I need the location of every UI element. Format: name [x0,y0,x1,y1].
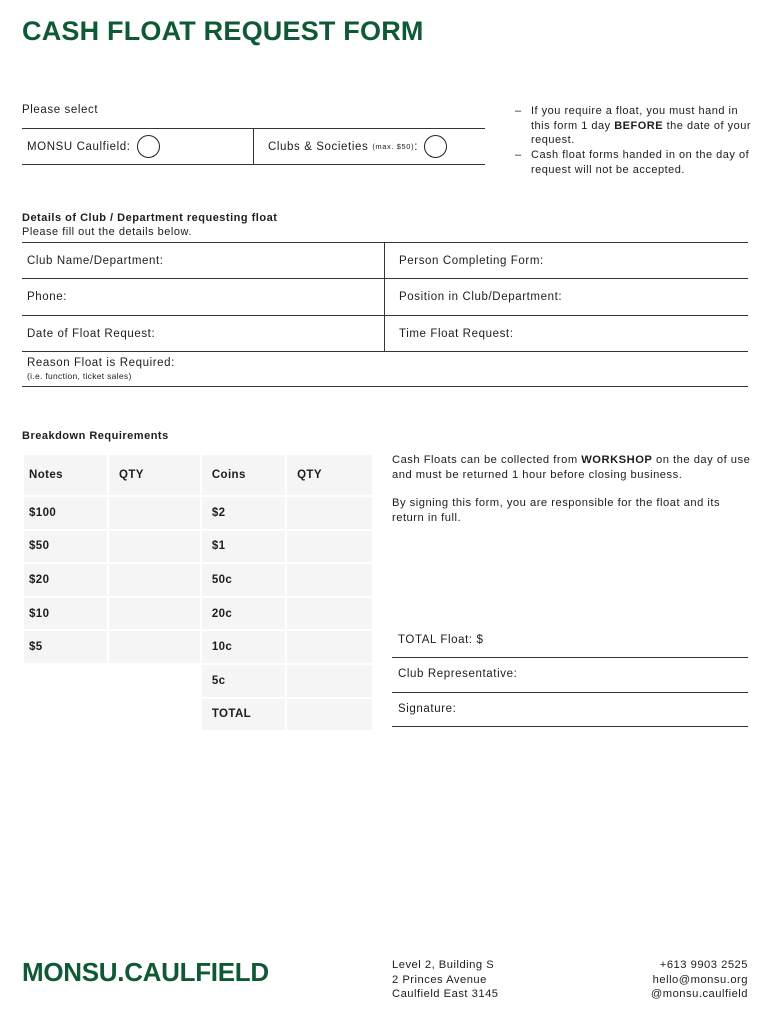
coins-header: Coins [202,455,285,495]
note-label: $10 [24,598,107,630]
table-row [24,665,372,697]
select-label: Please select [22,104,99,116]
time-request-field[interactable]: Time Float Request: [399,327,514,340]
rules-list [515,104,755,178]
table-row [24,631,372,663]
collection-paragraph: Cash Floats can be collected from WORKSHOP on the day of use and must be returned 1 hour before closing business. [392,454,751,481]
club-representative-field[interactable]: Club Representative: [392,658,748,692]
breakdown-table [22,453,374,732]
notes-header: Notes [24,455,107,495]
note-label: $20 [24,564,107,596]
phone-number: +613 9903 2525 [659,959,748,971]
details-title: Details of Club / Department requesting float [22,212,278,224]
email-address: hello@monsu.org [652,973,748,986]
date-request-field[interactable]: Date of Float Request: [22,316,385,351]
address-line: 2 Princes Avenue [392,973,487,986]
coin-label: 50c [202,564,285,596]
position-field[interactable]: Position in Club/Department: [399,291,563,304]
reason-label: Reason Float is Required: [27,356,175,369]
table-row [24,598,372,630]
total-qty-cell[interactable] [287,699,372,731]
option-clubs-societies [254,129,485,164]
table-row [24,531,372,563]
option-monsu-label: MONSU Caulfield: [27,140,131,153]
note-qty-cell[interactable] [109,564,200,596]
reason-note: (i.e. function, ticket sales) [27,370,132,381]
address-line: Caulfield East 3145 [392,988,499,1001]
total-float-field[interactable]: TOTAL Float: $ [392,624,748,658]
note-label: $50 [24,531,107,563]
rule-item: – Cash float forms handed in on the day of request will not be accepted. [515,148,755,177]
empty-cell [24,699,107,731]
signature-field[interactable]: Signature: [392,693,748,727]
reason-field[interactable] [22,352,748,386]
form-title: CASH FLOAT REQUEST FORM [22,16,424,46]
details-row [22,352,748,387]
coin-label: $2 [202,497,285,529]
collection-info [392,453,752,525]
select-row [22,128,485,165]
coin-qty-cell[interactable] [287,531,372,563]
breakdown-header-row [24,455,372,495]
details-heading [22,211,277,239]
note-qty-cell[interactable] [109,531,200,563]
coin-qty-cell[interactable] [287,665,372,697]
footer-contact [651,958,748,1002]
footer-logo: MONSU.CAULFIELD [22,957,269,987]
club-name-field[interactable]: Club Name/Department: [22,243,385,278]
total-label: TOTAL [202,699,285,731]
option-clubs-label: Clubs & Societies [268,140,369,153]
coin-label: 20c [202,598,285,630]
coin-label: 10c [202,631,285,663]
address-line: Level 2, Building S [392,959,495,971]
details-table [22,242,748,387]
note-label: $5 [24,631,107,663]
table-row [24,497,372,529]
note-qty-cell[interactable] [109,497,200,529]
rule-item: – If you require a float, you must hand in this form 1 day BEFORE the date of your request. [515,104,755,148]
details-row [22,316,748,352]
option-monsu-caulfield [22,129,254,164]
coin-qty-cell[interactable] [287,497,372,529]
workshop-emphasis: WORKSHOP [581,454,653,466]
coin-qty-cell[interactable] [287,631,372,663]
empty-cell [109,699,200,731]
clubs-societies-radio[interactable] [424,135,447,158]
details-row [22,279,748,315]
qty-header: QTY [287,455,372,495]
details-row [22,243,748,279]
qty-header: QTY [109,455,200,495]
coin-label: $1 [202,531,285,563]
empty-cell [24,665,107,697]
coin-qty-cell[interactable] [287,598,372,630]
phone-field[interactable]: Phone: [22,279,385,314]
rule-emphasis: BEFORE [614,119,664,132]
coin-label: 5c [202,665,285,697]
coin-qty-cell[interactable] [287,564,372,596]
footer-address [392,958,499,1002]
monsu-caulfield-radio[interactable] [137,135,160,158]
note-qty-cell[interactable] [109,598,200,630]
option-clubs-colon: : [414,140,418,153]
responsibility-paragraph: By signing this form, you are responsible for the float and its return in full. [392,497,721,524]
table-row [24,699,372,731]
breakdown-title: Breakdown Requirements [22,430,169,442]
table-row [24,564,372,596]
note-label: $100 [24,497,107,529]
person-completing-field[interactable]: Person Completing Form: [399,255,544,267]
empty-cell [109,665,200,697]
details-subtitle: Please fill out the details below. [22,226,192,238]
social-handle: @monsu.caulfield [650,988,748,1001]
campus-select [22,104,485,165]
note-qty-cell[interactable] [109,631,200,663]
option-clubs-note: (max. $50) [372,142,415,151]
signature-block [392,624,748,727]
